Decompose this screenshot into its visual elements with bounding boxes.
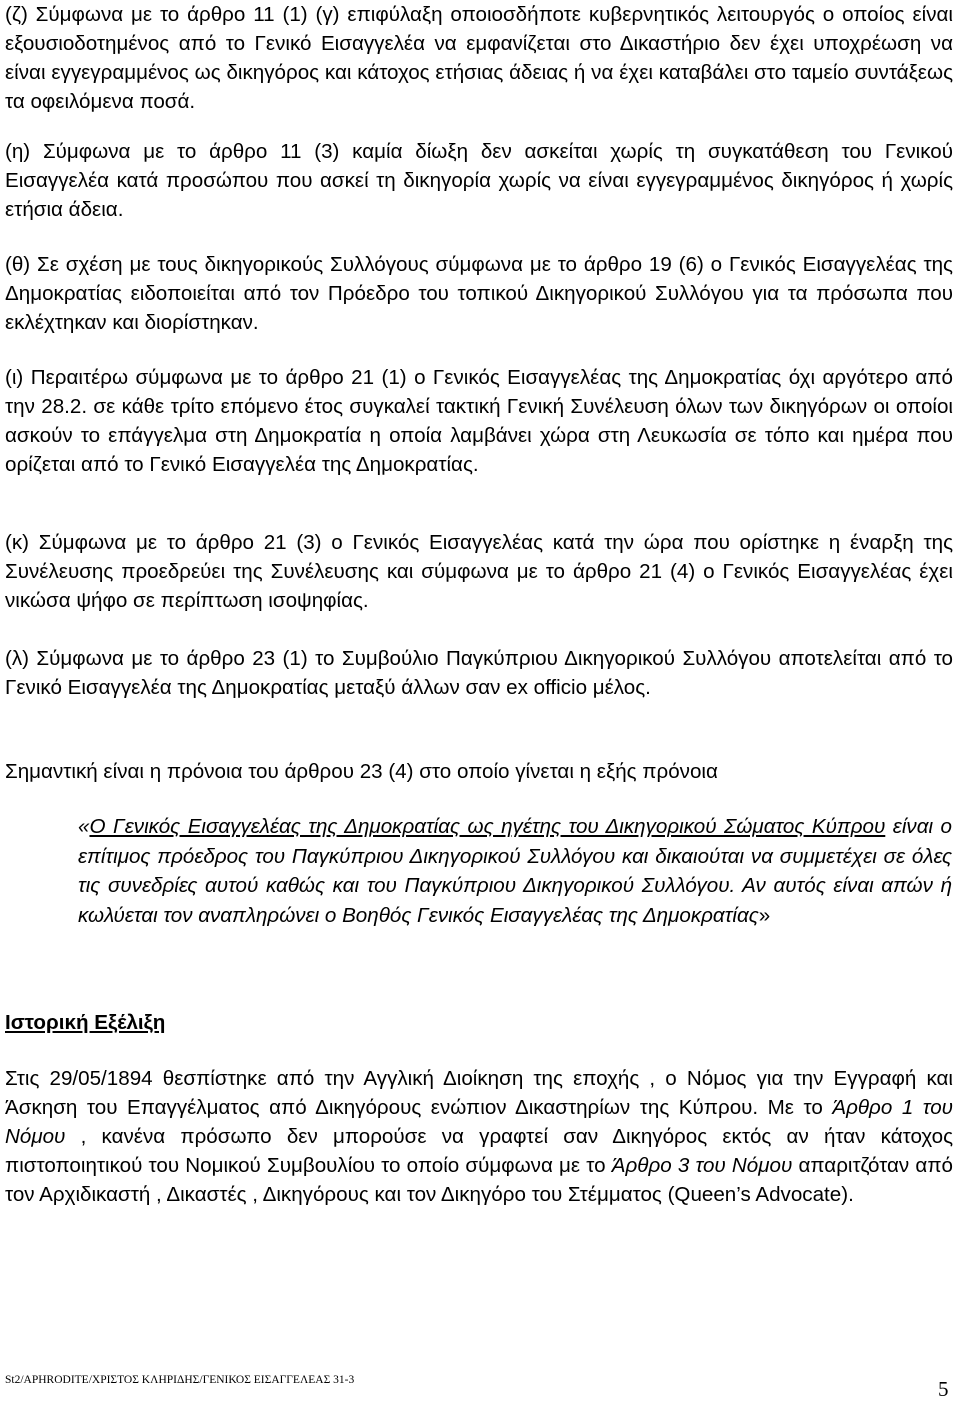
section-heading: Ιστορική Εξέλιξη [5, 1011, 166, 1034]
block-quote [78, 812, 952, 930]
quote-text: είναι ο επίτιμος πρόεδρος του Παγκύπριου Δικηγορικού Συλλόγου και δικαιούται να συμμετέχει σε όλες τις συνεδρίες αυτού καθώς και του Παγκύπριου Δικηγορικού Συλλόγου. Αν αυτός είναι απών ή κωλύεται τον αναπληρώνει ο Βοηθός Γενικός Εισαγγελέας της Δημοκρατίας [78, 815, 952, 927]
paragraph-lambda [5, 644, 953, 702]
page-number: 5 [938, 1377, 949, 1401]
paragraph-text [5, 1064, 953, 1209]
history-text-3: απαριτζόταν από τον Αρχιδικαστή , Δικαστές , Δικηγόρους και τον Δικηγόρο του Στέμματος (Queen’s Advocate). [5, 1154, 953, 1206]
paragraph-iota [5, 363, 953, 479]
paragraph-text: (θ) Σε σχέση με τους δικηγορικούς Συλλόγους σύμφωνα με το άρθρο 19 (6) ο Γενικός Εισαγγελέας της Δημοκρατίας ειδοποιείται από τον Πρόεδρο του τοπικού Δικηγορικού Συλλόγου για τα πρόσωπα που εκλέχτηκαν και διορίστηκαν. [5, 253, 953, 334]
quote-close-mark: » [758, 903, 771, 927]
history-text-1: Στις 29/05/1894 θεσπίστηκε από την Αγγλική Διοίκηση της εποχής , ο Νόμος για την Εγγραφή και Άσκηση του Επαγγέλματος από Δικηγόρους ενώπιον Δικαστηρίων της Κύπρου. Με το [5, 1067, 953, 1119]
paragraph-history [5, 1064, 953, 1209]
paragraph-text: (ι) Περαιτέρω σύμφωνα με το άρθρο 21 (1) ο Γενικός Εισαγγελέας της Δημοκρατίας όχι αργότερο από την 28.2. σε κάθε τρίτο επόμενο έτος συγκαλεί τακτική Γενική Συνέλευση όλων των δικηγόρων οι οποίοι ασκούν το επάγγελμα στη Δημοκρατία η οποία λαμβάνει χώρα στη Λευκωσία σε τόπο και ημέρα που ορίζεται από το Γενικό Εισαγγελέα της Δημοκρατίας. [5, 366, 953, 476]
paragraph-provision-intro [5, 757, 953, 786]
paragraph-kappa [5, 528, 953, 615]
paragraph-theta [5, 250, 953, 337]
history-text-2: , κανένα πρόσωπο δεν μπορούσε να γραφτεί σαν Δικηγόρος εκτός αν ήταν κάτοχος πιστοποιητικού του Νομικού Συμβουλίου το οποίο σύμφωνα με το [5, 1125, 953, 1177]
history-article-3-ref: Άρθρο 3 του Νόμου [611, 1154, 793, 1177]
history-article-1-ref: Άρθρο 1 του Νόμου [5, 1096, 953, 1148]
paragraph-text: (ζ) Σύμφωνα με το άρθρο 11 (1) (γ) επιφύλαξη οποιοσδήποτε κυβερνητικός λειτουργός ο οποίος είναι εξουσιοδοτημένος από το Γενικό Εισαγγελέα να εμφανίζεται στο Δικαστήριο δεν έχει υποχρέωση να είναι εγγεγραμμένος ως δικηγόρος και κάτοχος ετήσιας άδειας ή να έχει καταβάλει στο ταμείο συντάξεως τα οφειλόμενα ποσά. [5, 3, 953, 113]
paragraph-zeta [5, 0, 953, 116]
footer-path: St2/APHRODITE/ΧΡΙΣΤΟΣ ΚΛΗΡΙΔΗΣ/ΓΕΝΙΚΟΣ ΕΙΣΑΓΓΕΛΕΑΣ 31-3 [5, 1374, 355, 1386]
paragraph-text: Σημαντική είναι η πρόνοια του άρθρου 23 (4) στο οποίο γίνεται η εξής πρόνοια [5, 760, 718, 783]
paragraph-text: (η) Σύμφωνα με το άρθρο 11 (3) καμία δίωξη δεν ασκείται χωρίς τη συγκατάθεση του Γενικού Εισαγγελέα κατά προσώπου που ασκεί τη δικηγορία χωρίς να είναι εγγεγραμμένος δικηγόρος ή χωρίς ετήσια άδεια. [5, 140, 953, 221]
quote-open-mark: « [78, 815, 90, 838]
paragraph-text: (λ) Σύμφωνα με το άρθρο 23 (1) το Συμβούλιο Παγκύπριου Δικηγορικού Συλλόγου αποτελείται από το Γενικό Εισαγγελέα της Δημοκρατίας μεταξύ άλλων σαν ex officio μέλος. [5, 647, 953, 699]
quote-underlined-text: Ο Γενικός Εισαγγελέας της Δημοκρατίας ως ηγέτης του Δικηγορικού Σώματος Κύπρου [89, 815, 886, 838]
paragraph-text: (κ) Σύμφωνα με το άρθρο 21 (3) ο Γενικός Εισαγγελέας κατά την ώρα που ορίστηκε η έναρξη της Συνέλευσης προεδρεύει της Συνέλευσης και σύμφωνα με το άρθρο 21 (4) ο Γενικός Εισαγγελέας έχει νικώσα ψήφο σε περίπτωση ισοψηφίας. [5, 531, 953, 612]
paragraph-eta [5, 137, 953, 224]
